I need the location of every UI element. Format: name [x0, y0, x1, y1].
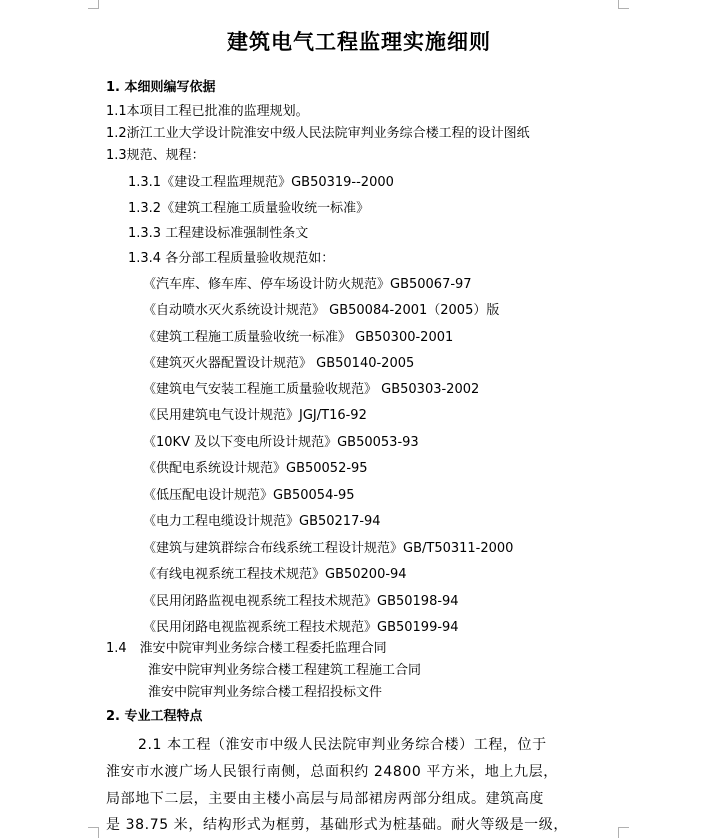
document-title: 建筑电气工程监理实施细则: [227, 30, 491, 54]
spec-line: 《汽车库、修车库、停车场设计防火规范》GB50067-97: [143, 277, 472, 292]
section-2-heading: 2. 专业工程特点: [106, 709, 203, 724]
spec-line: 《供配电系统设计规范》GB50052-95: [143, 461, 368, 476]
item-1-4-cont: 淮安中院审判业务综合楼工程建筑工程施工合同: [148, 663, 422, 678]
item-1-3-3: 1.3.3 工程建设标准强制性条文: [128, 226, 309, 241]
spec-line: 《民用建筑电气设计规范》JGJ/T16-92: [143, 408, 367, 423]
item-1-4: 1.4 淮安中院审判业务综合楼工程委托监理合同: [106, 641, 387, 656]
spec-line: 《建筑工程施工质量验收统一标准》 GB50300-2001: [143, 330, 454, 345]
spec-line: 《10KV 及以下变电所设计规范》GB50053-93: [143, 435, 419, 450]
page-corner-mark-top-right: [618, 0, 629, 9]
spec-line: 《有线电视系统工程技术规范》GB50200-94: [143, 567, 407, 582]
spec-line: 《民用闭路监视电视系统工程技术规范》GB50198-94: [143, 594, 459, 609]
spec-line: 《电力工程电缆设计规范》GB50217-94: [143, 514, 381, 529]
page-corner-mark-bottom-right: [618, 827, 629, 838]
spec-line: 《自动喷水灭火系统设计规范》 GB50084-2001（2005）版: [143, 303, 500, 318]
spec-line: 《建筑与建筑群综合布线系统工程设计规范》GB/T50311-2000: [143, 541, 514, 556]
paragraph-line: 淮安市水渡广场人民银行南侧，总面积约 24800 平方米，地上九层，: [106, 764, 558, 780]
item-1-4-cont: 淮安中院审判业务综合楼工程招投标文件: [148, 685, 383, 700]
spec-line: 《民用闭路电视监视系统工程技术规范》GB50199-94: [143, 620, 459, 635]
spec-line: 《建筑灭火器配置设计规范》 GB50140-2005: [143, 356, 415, 371]
spec-line: 《建筑电气安装工程施工质量验收规范》 GB50303-2002: [143, 382, 480, 397]
item-1-3-4: 1.3.4 各分部工程质量验收规范如：: [128, 251, 335, 266]
item-1-2: 1.2浙江工业大学设计院淮安中级人民法院审判业务综合楼工程的设计图纸: [106, 126, 530, 141]
page-corner-mark-bottom-left: [88, 827, 99, 838]
item-1-3-2: 1.3.2《建筑工程施工质量验收统一标准》: [128, 201, 370, 216]
item-1-3: 1.3规范、规程：: [106, 148, 205, 163]
paragraph-line: 是 38.75 米，结构形式为框剪，基础形式为桩基础。耐火等级是一级，: [106, 817, 568, 833]
spec-line: 《低压配电设计规范》GB50054-95: [143, 488, 355, 503]
section-1-heading: 1. 本细则编写依据: [106, 80, 216, 95]
page-corner-mark-top-left: [88, 0, 99, 9]
item-1-3-1: 1.3.1《建设工程监理规范》GB50319--2000: [128, 175, 394, 190]
item-1-1: 1.1本项目工程已批准的监理规划。: [106, 104, 309, 119]
paragraph-line: 局部地下二层，主要由主楼小高层与局部裙房两部分组成。建筑高度: [106, 791, 544, 807]
paragraph-line: 2.1 本工程（淮安市中级人民法院审判业务综合楼）工程，位于: [138, 737, 547, 753]
